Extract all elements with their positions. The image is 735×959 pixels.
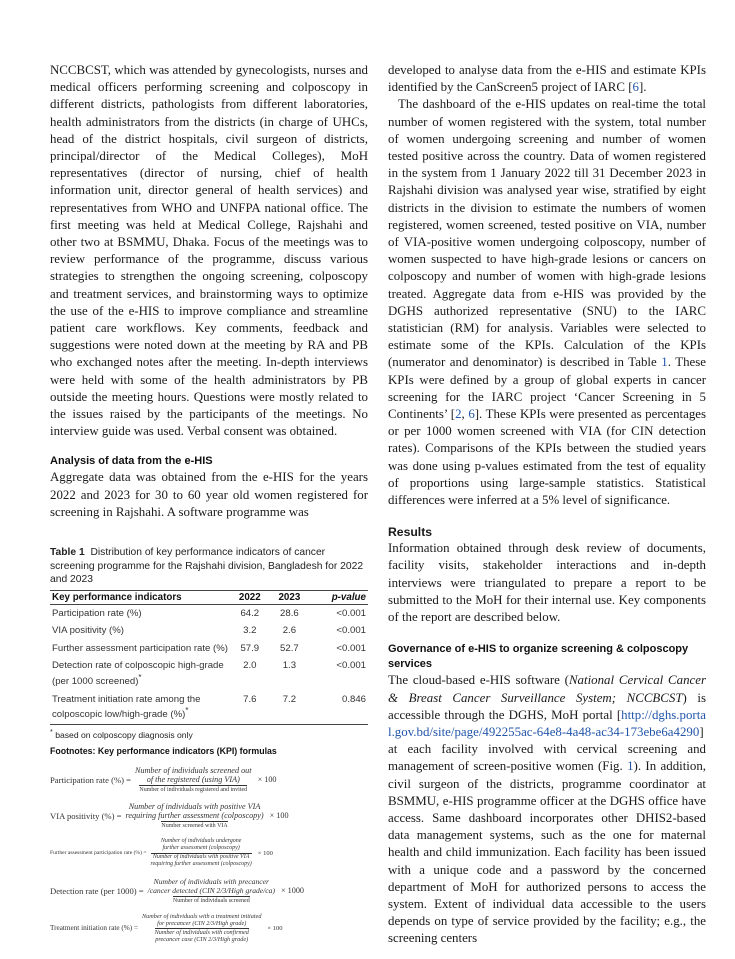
row-2023: 7.2 [270,691,310,725]
header-2022: 2022 [230,590,270,604]
row-2022: 3.2 [243,625,257,637]
formula-lhs: Treatment initiation rate (%) = [50,924,139,933]
row-name-cell [50,691,230,725]
formula-participation: Participation rate (%) = Number of individuals screened out of the registered (using VIA) Number of individuals registered and invited × 100 [50,765,277,793]
section-heading-analysis: Analysis of data from the e-HIS [50,455,213,468]
row-name: Further assessment participation rate (%) [52,642,228,654]
formula-lhs: VIA positivity (%) = [50,810,122,821]
row-name-cell [50,657,230,690]
section-heading-governance: Governance of e-HIS to organize screening & colposcopy services [388,643,689,671]
header-2023: 2023 [270,590,310,604]
left-column [50,62,368,944]
governance-paragraph: The cloud-based e-HIS software (National Cervical Cancer & Breast Cancer Surveillance System; NCCBCST) is accessible through the DGHS, MoH portal [http://dghs.portal.gov.bd/site/page/492255ac-64e8-4a48-ac34-173ebe6a4290] at each facility involved with cervical screening and management of screen-positive women (Fig. 1). In addition, civil surgeon of the districts, programme coordinator at BSMMU, e-HIS programme officer at the DGHS office have access. Same dashboard incorporates other DHIS2-based data management systems, such as the one for maternal health and child immunization. Each facility has been issued with a unique code and a password by the concerned department of MoH for authorized persons to access the system. Extent of individual data accessible to the users depends on type of service provided by the facility; e.g., the screening centers [388,673,706,946]
row-2023: 2.6 [282,625,297,637]
row-2022: 64.2 [240,607,260,619]
row-2023: 52.7 [280,642,299,654]
row-mark: * [185,706,189,716]
formula-further-assessment: Further assessment participation rate (%) = Number of individuals undergone further assessment (colposcopy) Number of individuals with positive VIA requiring further assessment (colposcopy) × 100 [50,837,273,868]
kpi-table [50,590,368,725]
header-p-value: p-value [309,590,368,604]
table-row [50,691,368,725]
formula-fraction: Number of individuals undergone further assessment (colposcopy) Number of individuals with positive VIA requiring further assessment (colposcopy) [150,837,252,868]
row-2023: 28.6 [280,607,299,619]
table-row [50,640,368,658]
table-row [50,622,368,640]
citation-link-6[interactable]: 6 [632,80,639,95]
formula-detection-rate: Detection rate (per 1000) = Number of individuals with precancer /cancer detected (CIN 2/3/High grade/ca) Number of individuals screened × 1000 [50,876,305,904]
row-p-value: <0.001 [336,625,366,637]
formula-fraction: Number of individuals with precancer /cancer detected (CIN 2/3/High grade/ca) Number of individuals screened [147,876,275,904]
row-name: Participation rate (%) [52,607,142,619]
formula-lhs: Participation rate (%) = [50,774,131,785]
table-1 [50,546,368,944]
formula-lhs: Detection rate (per 1000) = [50,885,144,896]
citation-link-2[interactable]: 2 [455,407,462,422]
analysis-paragraph: Aggregate data was obtained from the e-HIS for the years 2022 and 2023 for 30 to 60 year old women registered for screening in Rajshahi. A software programme was [50,470,368,519]
row-name: Treatment initiation rate among the colposcopic low/high-grade (%) [52,693,201,721]
formula-lhs: Further assessment participation rate (%) = [50,850,147,857]
results-heading: Results [388,525,433,540]
dashboard-paragraph: The dashboard of the e-HIS updates on real-time the total number of women registered with the system, total number of women undergoing screening and number of women tested positive across the country. Data of women registered in the system from 1 January 2022 till 31 December 2023 in Rajshahi division was analysed year wise, stratified by eight districts in the division to estimate the numbers of women registered, women screened, tested positive on VIA, number of VIA-positive women undergoing colposcopy, number of women suspected to have high-grade lesions or cancers on colposcopy and number of women with high-grade lesions treated. Aggregate data from e-HIS was provided by the DGHS authorized representative (SNU) to the IARC statistician (RM) for analysis. Variables were selected to estimate some of the KPIs. Calculation of the KPIs (numerator and denominator) is described in Table 1. These KPIs were defined by a group of global experts in cancer screening for the IARC project ‘Cancer Screening in 5 Continents’ [2, 6]. These KPIs were presented as percentages or per 1000 women screened with VIA (for CIN detection rates). Comparisons of the KPIs between the studied years was done using p-values estimated from the test of equality of proportions using large-sample statistics. Statistical differences were inferred at a 5% level of significance. [388,97,706,508]
row-p-value: <0.001 [336,660,366,672]
dghs-portal-link[interactable]: http://dghs.portal.gov.bd/site/page/492255ac-64e8-4a48-ac34-173ebe6a4290 [388,707,706,739]
row-p-value: <0.001 [336,607,366,619]
methods-paragraph: NCCBCST, which was attended by gynecologists, nurses and medical officers performing screening and colposcopy in different districts, pathologists from different laboratories, health administrators from the districts (in charge of UHCs, head of the district hospitals, civil surgeon of districts, principal/director of the Medical Colleges), MoH representatives (director of nursing, chief of health information unit, director general of health services) and representatives from WHO and UNFPA national office. The first meeting was held at Medical College, Rajshahi and other two at BSMMU, Dhaka. Focus of the meetings was to review performance of the programme, discuss various strategies to strengthen the ongoing screening, colposcopy and treatment services, and brainstorming ways to optimize the use of the e-HIS to improve compliance and streamline patient care workflows. Key comments, feedback and suggestions were noted down at the meeting by RA and PB who exchanged notes after the meeting. In-depth interviews were held with some of the health administrators by PB outside the meeting hours. Questions were mostly related to the issues raised by the participants of the meetings. No interview guide was used. Verbal consent was obtained. [50,63,368,439]
row-mark: * [138,672,142,682]
citation-link-6b[interactable]: 6 [468,407,475,422]
table-caption [50,546,368,587]
row-2022: 2.0 [243,660,257,672]
formula-fraction: Number of individuals with a treatment initiated for precancer (CIN 2/3/High grade) Number of individuals with confirmed precancer case (CIN 2/3/High grade) [142,912,262,944]
header-kpi: Key performance indicators [50,590,230,604]
table-caption-text: Distribution of key performance indicators of cancer screening programme for the Rajshahi division, Bangladesh for 2022 and 2023 [50,547,364,586]
row-2022: 7.6 [230,691,270,725]
row-2022: 57.9 [240,642,260,654]
table-row [50,657,368,690]
formula-treatment-initiation: Treatment initiation rate (%) = Number of individuals with a treatment initiated for precancer (CIN 2/3/High grade) Number of individuals with confirmed precancer case (CIN 2/3/High grade) × 100 [50,912,283,944]
row-name: VIA positivity (%) [52,625,124,637]
formula-fraction: Number of individuals screened out of the registered (using VIA) Number of individuals registered and invited [134,765,252,793]
table-row [50,604,368,622]
table-header-row [50,590,368,604]
row-p-value: <0.001 [336,642,366,654]
results-paragraph: Information obtained through desk review of documents, facility visits, stakeholder interactions and in-depth interviews were triangulated to prepare a report to be submitted to the MoH for their internal use. Key components of the report are described below. [388,541,706,625]
table-link-1[interactable]: 1 [661,355,668,370]
software-paragraph: developed to analyse data from the e-HIS and estimate KPIs identified by the CanScreen5 project of IARC [6]. [388,63,706,95]
row-name: Detection rate of colposcopic high-grade (per 1000 screened) [52,660,224,688]
formula-fraction: Number of individuals with positive VIA requiring further assessment (colposcopy) Number screened with VIA [125,801,264,829]
row-2023: 1.3 [282,660,297,672]
table-label: Table 1 [50,547,85,559]
figure-link-1[interactable]: 1 [627,759,634,774]
footnote-title: Footnotes: Key performance indicators (KPI) formulas [50,745,277,756]
row-p-value: 0.846 [309,691,368,725]
right-column [388,62,706,948]
table-note: * based on colposcopy diagnosis only [50,727,193,740]
formula-via-positivity: VIA positivity (%) = Number of individuals with positive VIA requiring further assessment (colposcopy) Number screened with VIA × 100 [50,801,289,829]
